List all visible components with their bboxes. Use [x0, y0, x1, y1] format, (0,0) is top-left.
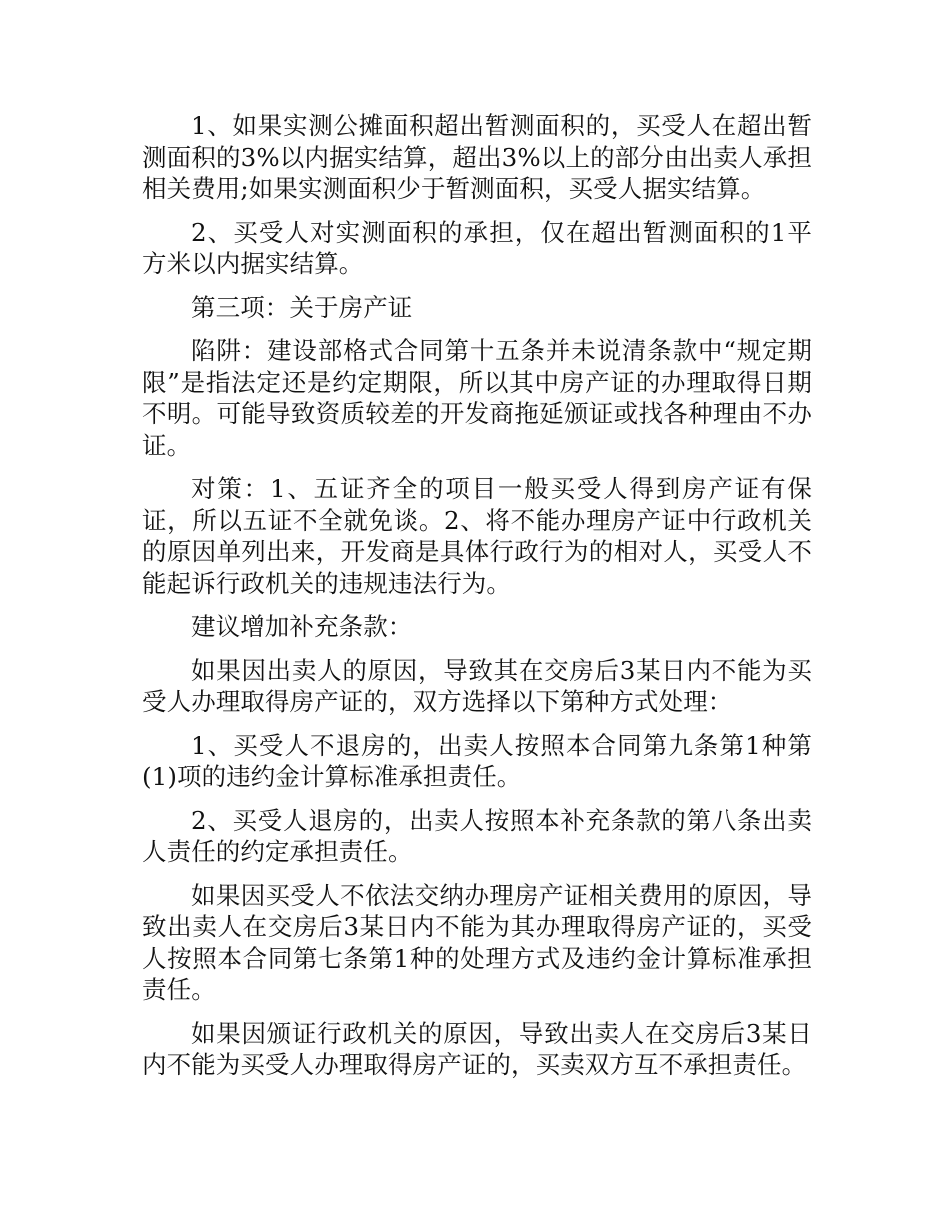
paragraph-suggestion-heading: 建议增加补充条款： [191, 612, 413, 641]
paragraph-option-1: 1、买受人不退房的，出卖人按照本合同第九条第1种第(1)项的违约金计算标准承担责任。 [142, 730, 812, 791]
paragraph-authority-cause: 如果因颁证行政机关的原因，导致出卖人在交房后3某日内不能为买受人办理取得房产证的，买卖双方互不承担责任。 [142, 1018, 812, 1079]
paragraph-1: 1、如果实测公摊面积超出暂测面积的，买受人在超出暂测面积的3%以内据实结算，超出3%以上的部分由出卖人承担相关费用;如果实测面积少于暂测面积，买受人据实结算。 [142, 111, 812, 203]
paragraph-option-2: 2、买受人退房的，出卖人按照本补充条款的第八条出卖人责任的约定承担责任。 [142, 805, 812, 866]
section-heading-3: 第三项：关于房产证 [191, 292, 413, 322]
paragraph-countermeasure: 对策：1、五证齐全的项目一般买受人得到房产证有保证，所以五证不全就免谈。2、将不能办理房产证中行政机关的原因单列出来，开发商是具体行政行为的相对人，买受人不能起诉行政机关的违规违法行为。 [142, 474, 812, 598]
paragraph-seller-cause: 如果因出卖人的原因，导致其在交房后3某日内不能为买受人办理取得房产证的，双方选择以下第种方式处理： [142, 655, 812, 716]
paragraph-2: 2、买受人对实测面积的承担，仅在超出暂测面积的1平方米以内据实结算。 [142, 217, 812, 278]
document-body [142, 110, 812, 1093]
paragraph-trap: 陷阱：建设部格式合同第十五条并未说清条款中“规定期限”是指法定还是约定期限，所以其中房产证的办理取得日期不明。可能导致资质较差的开发商拖延颁证或找各种理由不办证。 [142, 336, 812, 460]
paragraph-buyer-cause: 如果因买受人不依法交纳办理房产证相关费用的原因，导致出卖人在交房后3某日内不能为其办理取得房产证的，买受人按照本合同第七条第1种的处理方式及违约金计算标准承担责任。 [142, 880, 812, 1004]
